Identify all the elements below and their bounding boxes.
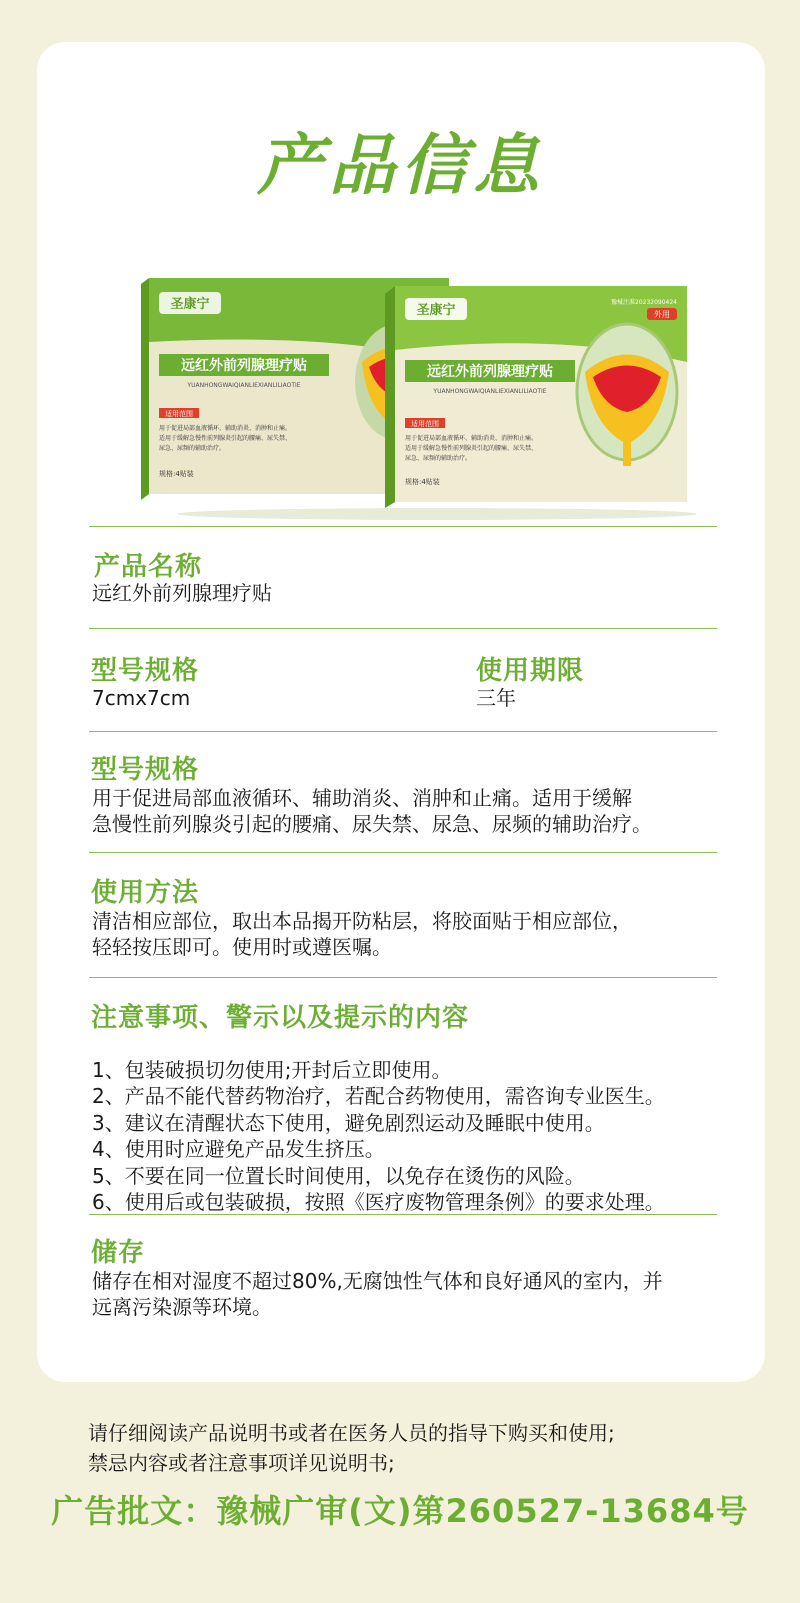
svg-text:远红外前列腺理疗贴: 远红外前列腺理疗贴 [427,364,553,380]
notice-heading: 注意事项、警示以及提示的内容 [91,1003,470,1033]
period-value: 三年 [476,686,516,710]
period-heading: 使用期限 [476,656,585,686]
svg-text:圣康宁: 圣康宁 [170,297,210,312]
footer-line: 禁忌内容或者注意事项详见说明书; [88,1451,395,1475]
svg-text:尿急、尿频的辅助治疗。: 尿急、尿频的辅助治疗。 [405,455,472,462]
ad-approval-number: 广告批文：豫械广审(文)第260527-13684号 [51,1492,749,1530]
usage-line: 清洁相应部位，取出本品揭开防粘层，将胶面贴于相应部位， [92,909,632,933]
divider [89,731,717,732]
product-name-value: 远红外前列腺理疗贴 [92,581,272,605]
svg-text:适用于缓解急慢性前列腺炎引起的腰痛、尿失禁、: 适用于缓解急慢性前列腺炎引起的腰痛、尿失禁、 [405,445,538,452]
footer-line: 请仔细阅读产品说明书或者在医务人员的指导下购买和使用; [88,1421,615,1445]
product-name-heading: 产品名称 [94,552,203,582]
svg-text:规格:4贴装: 规格:4贴装 [159,470,194,478]
svg-text:用于促进局部血液循环、辅助消炎、消肿和止痛。: 用于促进局部血液循环、辅助消炎、消肿和止痛。 [159,425,292,432]
info-card [37,42,765,1382]
model-value: 7cmx7cm [92,686,191,710]
product-image [137,232,697,522]
svg-text:适用范围: 适用范围 [411,420,439,428]
scope-text [92,785,652,837]
storage-heading: 储存 [91,1238,146,1268]
list-item: 5、不要在同一位置长时间使用，以免存在烫伤的风险。 [92,1163,585,1188]
divider [89,852,717,853]
storage-text [92,1268,663,1320]
list-item: 4、使用时应避免产品发生挤压。 [92,1137,385,1162]
notice-list [92,1057,665,1215]
svg-text:适用范围: 适用范围 [165,410,193,418]
svg-text:YUANHONGWAIQIANLIEXIANLILIAOTI: YUANHONGWAIQIANLIEXIANLILIAOTIE [433,388,547,395]
model-heading: 型号规格 [91,656,200,686]
list-item: 6、使用后或包装破损，按照《医疗废物管理条例》的要求处理。 [92,1190,665,1215]
svg-text:用于促进局部血液循环、辅助消炎、消肿和止痛。: 用于促进局部血液循环、辅助消炎、消肿和止痛。 [405,435,538,442]
usage-line: 轻轻按压即可。使用时或遵医嘱。 [92,935,392,959]
svg-text:规格:4贴装: 规格:4贴装 [405,478,440,486]
svg-text:YUANHONGWAIQIANLIEXIANLILIAOTI: YUANHONGWAIQIANLIEXIANLILIAOTIE [187,382,301,389]
svg-text:外用: 外用 [654,310,670,319]
product-box-front [385,286,687,508]
usage-heading: 使用方法 [91,878,200,908]
scope-line: 急慢性前列腺炎引起的腰痛、尿失禁、尿急、尿频的辅助治疗。 [92,812,652,836]
list-item: 3、建议在清醒状态下使用，避免剧烈运动及睡眠中使用。 [92,1110,605,1135]
svg-text:圣康宁: 圣康宁 [416,303,456,318]
divider [89,977,717,978]
svg-text:豫械注准20232090424: 豫械注准20232090424 [611,299,677,306]
footer-notice [88,1418,615,1478]
divider [89,1214,717,1215]
storage-line: 储存在相对湿度不超过80%,无腐蚀性气体和良好通风的室内，并 [92,1269,663,1293]
scope-heading: 型号规格 [91,755,200,785]
svg-text:适用于缓解急慢性前列腺炎引起的腰痛、尿失禁、: 适用于缓解急慢性前列腺炎引起的腰痛、尿失禁、 [159,435,292,442]
page-title: 产品信息 [257,127,545,204]
divider [89,526,717,527]
svg-text:远红外前列腺理疗贴: 远红外前列腺理疗贴 [181,358,307,374]
svg-text:尿急、尿频的辅助治疗。: 尿急、尿频的辅助治疗。 [159,445,226,452]
scope-line: 用于促进局部血液循环、辅助消炎、消肿和止痛。适用于缓解 [92,786,632,810]
list-item: 2、产品不能代替药物治疗，若配合药物使用，需咨询专业医生。 [92,1084,665,1109]
divider [89,628,717,629]
storage-line: 远离污染源等环境。 [92,1295,272,1319]
usage-text [92,908,632,960]
list-item: 1、包装破损切勿使用;开封后立即使用。 [92,1058,452,1082]
